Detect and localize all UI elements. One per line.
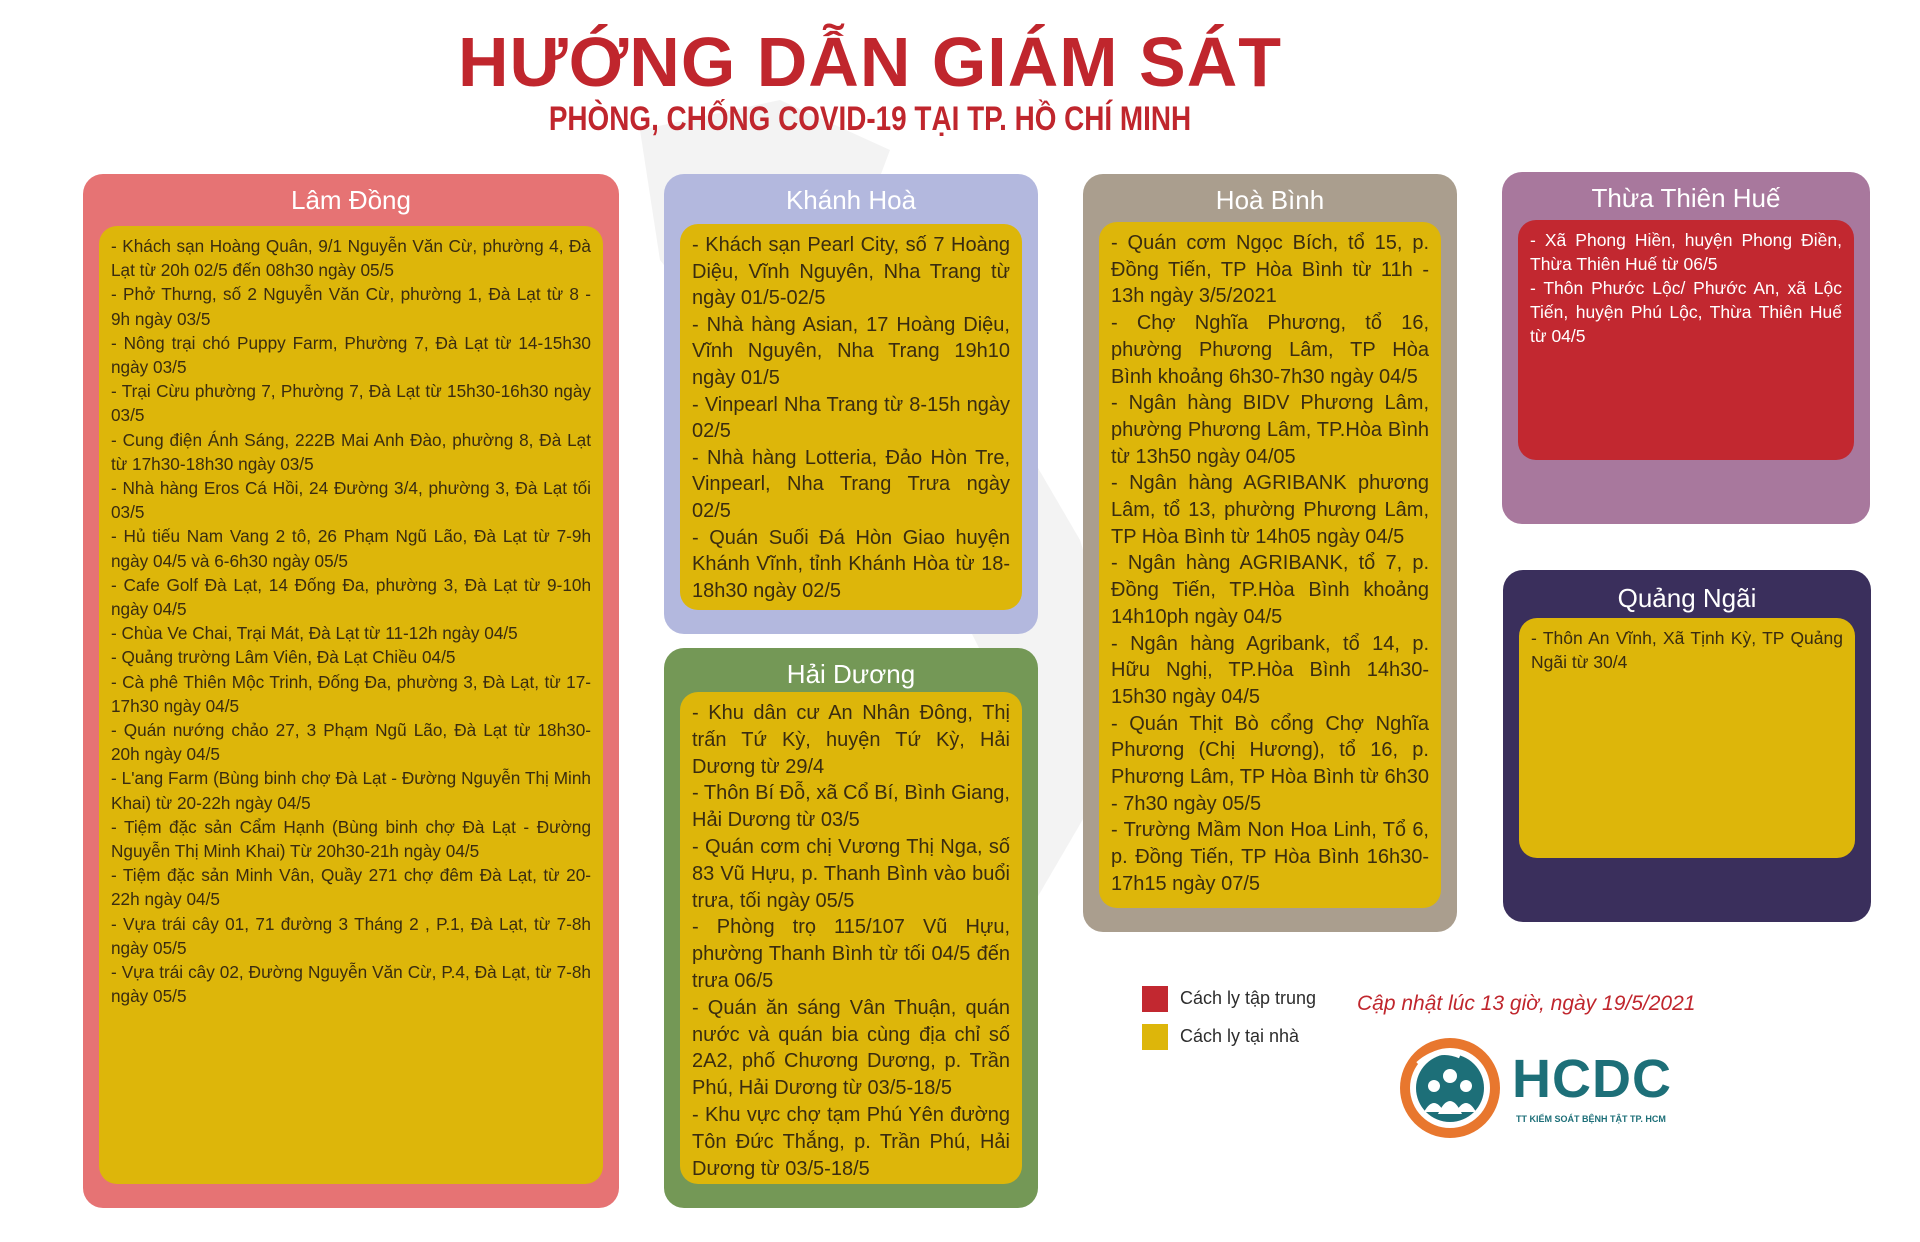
card-list: [1099, 222, 1441, 908]
list-item: - Chùa Ve Chai, Trại Mát, Đà Lạt từ 11-12h ngày 04/5: [111, 623, 518, 644]
list-item: - Chợ Nghĩa Phương, tổ 16, phường Phương Lâm, TP Hòa Bình khoảng 6h30-7h30 ngày 04/5: [1111, 312, 1429, 388]
card-khanh-hoa: [664, 174, 1038, 634]
list-item: - Thôn Phước Lộc/ Phước An, xã Lộc Tiến, huyện Phú Lộc, Thừa Thiên Huế từ 04/5: [1530, 278, 1842, 346]
card-quang-ngai: [1503, 570, 1871, 922]
card-list: [680, 692, 1022, 1184]
list-item: - Cà phê Thiên Mộc Trinh, Đống Đa, phường 3, Đà Lạt, từ 17-17h30 ngày 04/5: [111, 671, 591, 716]
card-list: [1519, 618, 1855, 858]
hcdc-emblem-icon: [1398, 1036, 1502, 1140]
list-item: - Khu vực chợ tạm Phú Yên đường Tôn Đức Thắng, p. Trần Phú, Hải Dương từ 03/5-18/5: [692, 1103, 1010, 1180]
list-item: - Quảng trường Lâm Viên, Đà Lạt Chiều 04/5: [111, 647, 456, 668]
list-item: - Quán nướng chảo 27, 3 Phạm Ngũ Lão, Đà Lạt từ 18h30-20h ngày 04/5: [111, 720, 591, 765]
logo-wordmark: HCDC: [1512, 1049, 1672, 1109]
list-item: - Khu dân cư An Nhân Đông, Thị trấn Tứ Kỳ, huyện Tứ Kỳ, Hải Dương từ 29/4: [692, 702, 1010, 778]
page-subtitle: PHÒNG, CHỐNG COVID-19 TẠI TP. HỒ CHÍ MINH: [548, 100, 1192, 138]
card-title: Hải Dương: [786, 659, 916, 689]
list-item: - Quán ăn sáng Vân Thuận, quán nước và quán bia cùng địa chỉ số 2A2, phố Chương Dương, p. Trần Phú, Hải Dương từ 03/5-18/5: [692, 996, 1010, 1100]
list-item: - Quán Suối Đá Hòn Giao huyện Khánh Vĩnh, tỉnh Khánh Hòa từ 18-18h30 ngày 02/5: [692, 526, 1010, 602]
list-item: - Nhà hàng Asian, 17 Hoàng Diệu, Vĩnh Nguyên, Nha Trang 19h10 ngày 01/5: [692, 313, 1010, 389]
card-thua-thien-hue: [1502, 172, 1870, 524]
list-item: - Nông trại chó Puppy Farm, Phường 7, Đà Lạt từ 14-15h30 ngày 03/5: [111, 332, 591, 378]
list-item: - Trường Mầm Non Hoa Linh, Tổ 6, p. Đồng Tiến, TP Hòa Bình 16h30-17h15 ngày 07/5: [1111, 819, 1429, 895]
list-item: - Cung điện Ánh Sáng, 222B Mai Anh Đào, phường 8, Đà Lạt từ 17h30-18h30 ngày 03/5: [111, 429, 591, 474]
card-hoa-binh: [1083, 174, 1457, 932]
list-item: - Tiệm đặc sản Minh Vân, Quầy 271 chợ đêm Đà Lạt, từ 20-22h ngày 04/5: [111, 865, 591, 910]
list-item: - Vựa trái cây 02, Đường Nguyễn Văn Cừ, P.4, Đà Lạt, từ 7-8h ngày 05/5: [111, 962, 591, 1007]
update-timestamp: Cập nhật lúc 13 giờ, ngày 19/5/2021: [1357, 992, 1696, 1015]
list-item: - Quán cơm chị Vương Thị Nga, số 83 Vũ Hựu, p. Thanh Bình vào buổi trưa, tối ngày 05/5: [692, 835, 1010, 912]
list-item: - Vinpearl Nha Trang từ 8-15h ngày 02/5: [692, 393, 1010, 443]
list-item: - Quán cơm Ngọc Bích, tổ 15, p. Đồng Tiến, TP Hòa Bình từ 11h - 13h ngày 3/5/2021: [1111, 232, 1429, 308]
list-item: - L'ang Farm (Bùng binh chợ Đà Lạt - Đường Nguyễn Thị Minh Khai) từ 20-22h ngày 04/5: [111, 768, 591, 813]
list-item: - Nhà hàng Eros Cá Hồi, 24 Đường 3/4, phường 3, Đà Lạt tối 03/5: [111, 478, 591, 523]
legend-label: Cách ly tại nhà: [1180, 1026, 1300, 1046]
list-item: - Cafe Golf Đà Lạt, 14 Đống Đa, phường 3, Đà Lạt từ 9-10h ngày 04/5: [111, 574, 591, 620]
list-item: - Thôn An Vĩnh, Xã Tịnh Kỳ, TP Quảng Ngãi từ 30/4: [1531, 628, 1843, 672]
card-list: [1518, 220, 1854, 460]
legend-label: Cách ly tập trung: [1180, 988, 1317, 1008]
list-item: - Hủ tiếu Nam Vang 2 tô, 26 Phạm Ngũ Lão, Đà Lạt từ 7-9h ngày 04/5 và 6-6h30 ngày 05/5: [111, 526, 591, 571]
page-title: HƯỚNG DẪN GIÁM SÁT: [457, 23, 1283, 101]
legend-swatch-red: [1142, 986, 1168, 1012]
list-item: - Phòng trọ 115/107 Vũ Hựu, phường Thanh Bình từ tối 04/5 đến trưa 06/5: [692, 916, 1010, 992]
list-item: - Vựa trái cây 01, 71 đường 3 Tháng 2 , P.1, Đà Lạt, từ 7-8h ngày 05/5: [111, 913, 591, 958]
list-item: - Khách sạn Hoàng Quân, 9/1 Nguyễn Văn Cừ, phường 4, Đà Lạt từ 20h 02/5 đến 08h30 ngày 05/5: [111, 236, 591, 281]
list-item: - Ngân hàng AGRIBANK, tổ 7, p. Đồng Tiến, TP.Hòa Bình khoảng 14h10ph ngày 04/5: [1111, 552, 1429, 628]
list-item: - Nhà hàng Lotteria, Đảo Hòn Tre, Vinpearl, Nha Trang Trưa ngày 02/5: [692, 446, 1010, 522]
list-item: - Phở Thưng, số 2 Nguyễn Văn Cừ, phường 1, Đà Lạt từ 8 - 9h ngày 03/5: [111, 284, 591, 329]
card-title: Lâm Đồng: [291, 185, 411, 215]
card-lam-dong: [83, 174, 619, 1208]
list-item: - Ngân hàng BIDV Phương Lâm, phường Phương Lâm, TP.Hòa Bình từ 13h50 ngày 04/05: [1111, 392, 1429, 468]
card-title: Khánh Hoà: [785, 185, 917, 215]
list-item: - Khách sạn Pearl City, số 7 Hoàng Diệu, Vĩnh Nguyên, Nha Trang từ ngày 01/5-02/5: [692, 234, 1010, 310]
list-item: - Thôn Bí Đỗ, xã Cổ Bí, Bình Giang, Hải Dương từ 03/5: [692, 782, 1010, 832]
card-title: Hoà Bình: [1215, 185, 1325, 215]
card-hai-duong: [664, 648, 1038, 1208]
logo-tagline: TT KIỂM SOÁT BỆNH TẬT TP. HCM: [1516, 1114, 1666, 1124]
list-item: - Xã Phong Hiền, huyện Phong Điền, Thừa Thiên Huế từ 06/5: [1530, 230, 1842, 274]
list-item: - Ngân hàng AGRIBANK phương Lâm, tổ 13, phường Phương Lâm, TP Hòa Bình từ 14h05 ngày 04/5: [1111, 472, 1429, 548]
list-item: - Tiệm đặc sản Cẩm Hạnh (Bùng binh chợ Đà Lạt - Đường Nguyễn Thị Minh Khai) Từ 20h30-21h ngày 04/5: [111, 816, 591, 862]
list-item: - Quán Thịt Bò cổng Chợ Nghĩa Phương (Chị Hương), tổ 16, p. Phương Lâm, TP Hòa Bình từ 6h30 - 7h30 ngày 05/5: [1111, 712, 1429, 815]
legend-swatch-yellow: [1142, 1024, 1168, 1050]
card-list: [99, 226, 603, 1184]
card-list: [680, 224, 1022, 610]
list-item: - Trại Cừu phường 7, Phường 7, Đà Lạt từ 15h30-16h30 ngày 03/5: [111, 381, 591, 426]
hcdc-logo: [1398, 1036, 1672, 1146]
card-title: Quảng Ngãi: [1617, 583, 1757, 613]
list-item: - Ngân hàng Agribank, tổ 14, p. Hữu Nghị, TP.Hòa Bình 14h30-15h30 ngày 04/5: [1111, 632, 1429, 708]
card-title: Thừa Thiên Huế: [1591, 183, 1781, 213]
